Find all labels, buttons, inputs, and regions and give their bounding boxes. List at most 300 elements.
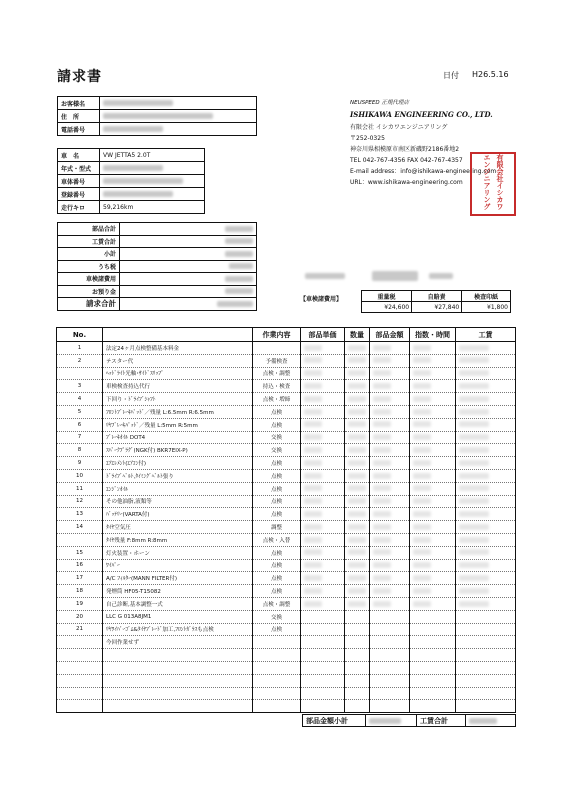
- table-row: [57, 482, 516, 495]
- row-desc: ﾊﾞｯﾃﾘｰ(VARTA付): [103, 508, 253, 521]
- row-qty: [345, 405, 370, 418]
- row-unit-price: [301, 610, 345, 623]
- row-operation: 持込・検査: [253, 380, 301, 393]
- row-labor: [456, 354, 516, 367]
- row-qty: [345, 418, 370, 431]
- row-operation: [253, 636, 301, 649]
- row-operation: 点検・調整: [253, 597, 301, 610]
- row-index-time: [410, 597, 456, 610]
- row-parts-amount: [370, 495, 410, 508]
- row-labor: [456, 508, 516, 521]
- row-no: [57, 687, 103, 700]
- inspection-fees-label: 【車検諸費用】: [300, 296, 343, 303]
- col-parts-amount: 部品金額: [370, 328, 410, 342]
- row-operation: 点検: [253, 405, 301, 418]
- row-index-time: [410, 380, 456, 393]
- row-labor: [456, 418, 516, 431]
- totals-row: [302, 714, 516, 727]
- row-desc: 下回り・ﾄﾞﾗｲﾌﾞｼｬﾌﾄ: [103, 393, 253, 406]
- col-operation: 作業内容: [253, 328, 301, 342]
- row-desc: 今回作業せず: [103, 636, 253, 649]
- vehicle-mileage-label: 走行キロ: [58, 201, 100, 214]
- row-index-time: [410, 508, 456, 521]
- row-labor: [456, 559, 516, 572]
- customer-phone-value: [100, 123, 257, 136]
- row-desc: ﾌﾞﾚｰｷｵｲﾙ DOT4: [103, 431, 253, 444]
- row-qty: [345, 572, 370, 585]
- row-parts-amount: [370, 661, 410, 674]
- row-desc: 自己診断,基本調整一式: [103, 597, 253, 610]
- fee-weight-tax: ¥24,600: [362, 302, 412, 313]
- col-desc-blank: [103, 328, 253, 342]
- customer-box: [57, 96, 257, 136]
- row-unit-price: [301, 687, 345, 700]
- row-operation: 点検: [253, 623, 301, 636]
- row-index-time: [410, 393, 456, 406]
- row-no: [57, 636, 103, 649]
- row-parts-amount: [370, 405, 410, 418]
- summary-deposit-label: お預り金: [58, 285, 120, 298]
- row-desc: [103, 700, 253, 713]
- row-operation: 点検: [253, 457, 301, 470]
- row-labor: [456, 636, 516, 649]
- table-row: [57, 674, 516, 687]
- vehicle-name-label: 車 名: [58, 149, 100, 162]
- row-qty: [345, 508, 370, 521]
- row-desc: 灯火装置・ホーン: [103, 546, 253, 559]
- row-parts-amount: [370, 354, 410, 367]
- row-operation: 交換: [253, 610, 301, 623]
- work-table-header: [57, 328, 516, 342]
- table-row: [57, 469, 516, 482]
- row-qty: [345, 674, 370, 687]
- row-index-time: [410, 610, 456, 623]
- row-no: 14: [57, 521, 103, 534]
- col-labor: 工賃: [456, 328, 516, 342]
- row-qty: [345, 687, 370, 700]
- row-labor: [456, 572, 516, 585]
- row-index-time: [410, 661, 456, 674]
- row-no: [57, 649, 103, 662]
- row-no: 10: [57, 469, 103, 482]
- row-index-time: [410, 457, 456, 470]
- row-parts-amount: [370, 342, 410, 355]
- row-desc: ﾀｲﾔ空気圧: [103, 521, 253, 534]
- redacted-strip: [305, 265, 453, 284]
- row-qty: [345, 457, 370, 470]
- vehicle-box: [57, 148, 205, 214]
- row-operation: [253, 661, 301, 674]
- table-row: [57, 585, 516, 598]
- vehicle-reg-value: [100, 188, 205, 201]
- row-qty: [345, 585, 370, 598]
- company-name-en: ISHIKAWA ENGINEERING CO., LTD.: [350, 110, 493, 119]
- row-unit-price: [301, 405, 345, 418]
- row-labor: [456, 610, 516, 623]
- table-row: [57, 431, 516, 444]
- row-index-time: [410, 546, 456, 559]
- col-no: No.: [57, 328, 103, 342]
- row-unit-price: [301, 623, 345, 636]
- row-no: 5: [57, 405, 103, 418]
- table-row: [57, 597, 516, 610]
- row-index-time: [410, 405, 456, 418]
- summary-subtotal-label: 小計: [58, 248, 120, 261]
- row-no: 16: [57, 559, 103, 572]
- row-index-time: [410, 636, 456, 649]
- row-parts-amount: [370, 559, 410, 572]
- row-qty: [345, 342, 370, 355]
- date-label: 日付: [443, 71, 459, 80]
- table-row: [57, 508, 516, 521]
- row-unit-price: [301, 457, 345, 470]
- table-row: [57, 533, 516, 546]
- row-index-time: [410, 649, 456, 662]
- row-labor: [456, 457, 516, 470]
- company-tel-fax: TEL 042-767-4356 FAX 042-767-4357: [350, 157, 463, 164]
- row-labor: [456, 431, 516, 444]
- row-unit-price: [301, 546, 345, 559]
- row-operation: 点検: [253, 572, 301, 585]
- row-unit-price: [301, 597, 345, 610]
- row-operation: 点検: [253, 418, 301, 431]
- row-unit-price: [301, 469, 345, 482]
- row-no: [57, 674, 103, 687]
- table-row: [57, 649, 516, 662]
- row-index-time: [410, 367, 456, 380]
- row-qty: [345, 482, 370, 495]
- row-labor: [456, 367, 516, 380]
- row-index-time: [410, 444, 456, 457]
- table-row: [57, 418, 516, 431]
- date-value: H26.5.16: [472, 70, 509, 79]
- row-no: 15: [57, 546, 103, 559]
- row-unit-price: [301, 380, 345, 393]
- row-unit-price: [301, 342, 345, 355]
- row-labor: [456, 380, 516, 393]
- row-unit-price: [301, 354, 345, 367]
- row-labor: [456, 597, 516, 610]
- row-index-time: [410, 572, 456, 585]
- vehicle-model-label: 年式・型式: [58, 162, 100, 175]
- row-operation: 点検: [253, 495, 301, 508]
- parts-subtotal-value: [366, 715, 417, 727]
- row-operation: 点検: [253, 546, 301, 559]
- customer-address-value: [100, 110, 257, 123]
- row-desc: ｴｱｴﾚﾒﾝﾄ(ｴｱｺﾝ付): [103, 457, 253, 470]
- row-parts-amount: [370, 572, 410, 585]
- row-no: [57, 661, 103, 674]
- table-row: [57, 495, 516, 508]
- company-postal: 〒252-0325: [350, 135, 385, 142]
- row-operation: 点検・入替: [253, 533, 301, 546]
- customer-phone-label: 電話番号: [58, 123, 100, 136]
- row-no: 19: [57, 597, 103, 610]
- row-qty: [345, 661, 370, 674]
- row-labor: [456, 469, 516, 482]
- row-parts-amount: [370, 585, 410, 598]
- row-operation: 点検: [253, 585, 301, 598]
- row-qty: [345, 649, 370, 662]
- table-row: [57, 354, 516, 367]
- fee-stamp: ¥1,800: [462, 302, 511, 313]
- row-unit-price: [301, 367, 345, 380]
- row-parts-amount: [370, 546, 410, 559]
- col-qty: 数量: [345, 328, 370, 342]
- row-unit-price: [301, 674, 345, 687]
- company-url: URL：www.ishikawa-engineering.com: [350, 179, 463, 186]
- row-labor: [456, 521, 516, 534]
- row-unit-price: [301, 521, 345, 534]
- row-no: 21: [57, 623, 103, 636]
- summary-total-label: 請求合計: [58, 298, 120, 311]
- table-row: [57, 457, 516, 470]
- row-parts-amount: [370, 469, 410, 482]
- table-row: [57, 700, 516, 713]
- row-no: 20: [57, 610, 103, 623]
- row-unit-price: [301, 482, 345, 495]
- row-qty: [345, 469, 370, 482]
- customer-address-label: 住 所: [58, 110, 100, 123]
- row-no: 4: [57, 393, 103, 406]
- row-parts-amount: [370, 431, 410, 444]
- table-row: [57, 572, 516, 585]
- row-desc: [103, 674, 253, 687]
- row-unit-price: [301, 508, 345, 521]
- row-unit-price: [301, 418, 345, 431]
- company-address: 神奈川県相模原市南区新磯野2186番地2: [350, 146, 460, 153]
- fee-insurance: ¥27,840: [412, 302, 462, 313]
- row-index-time: [410, 623, 456, 636]
- row-unit-price: [301, 572, 345, 585]
- table-row: [57, 405, 516, 418]
- table-row: [57, 521, 516, 534]
- table-row: [57, 687, 516, 700]
- row-no: 7: [57, 431, 103, 444]
- row-labor: [456, 649, 516, 662]
- row-qty: [345, 636, 370, 649]
- company-tagline: NEUSPEED 正規代理店: [350, 100, 409, 106]
- row-qty: [345, 597, 370, 610]
- row-unit-price: [301, 533, 345, 546]
- row-no: 18: [57, 585, 103, 598]
- row-labor: [456, 623, 516, 636]
- row-desc: [103, 661, 253, 674]
- row-no: 3: [57, 380, 103, 393]
- row-operation: 交換: [253, 444, 301, 457]
- row-operation: [253, 674, 301, 687]
- row-operation: [253, 342, 301, 355]
- row-unit-price: [301, 649, 345, 662]
- row-no: 1: [57, 342, 103, 355]
- row-labor: [456, 533, 516, 546]
- row-labor: [456, 687, 516, 700]
- company-email: E-mail address：info@ishikawa-engineering.com: [350, 168, 497, 175]
- inspection-fees-table: [361, 290, 511, 313]
- row-unit-price: [301, 559, 345, 572]
- summary-box: [57, 222, 257, 311]
- summary-parts-label: 部品合計: [58, 223, 120, 236]
- row-parts-amount: [370, 623, 410, 636]
- col-index-time: 指数・時間: [410, 328, 456, 342]
- row-no: [57, 700, 103, 713]
- row-operation: 点検: [253, 508, 301, 521]
- row-qty: [345, 559, 370, 572]
- row-operation: 予備検査: [253, 354, 301, 367]
- row-unit-price: [301, 393, 345, 406]
- row-qty: [345, 380, 370, 393]
- row-parts-amount: [370, 508, 410, 521]
- row-labor: [456, 700, 516, 713]
- row-no: 9: [57, 457, 103, 470]
- row-parts-amount: [370, 610, 410, 623]
- row-operation: 点検: [253, 469, 301, 482]
- fee-header-stamp: 検査印紙: [462, 291, 511, 302]
- row-unit-price: [301, 585, 345, 598]
- vehicle-reg-label: 登録番号: [58, 188, 100, 201]
- row-operation: [253, 649, 301, 662]
- parts-subtotal-label: 部品金額小計: [303, 715, 366, 727]
- row-unit-price: [301, 495, 345, 508]
- table-row: [57, 380, 516, 393]
- summary-inspection-label: 車検諸費用: [58, 273, 120, 286]
- row-parts-amount: [370, 380, 410, 393]
- summary-labor-label: 工賃合計: [58, 235, 120, 248]
- row-qty: [345, 354, 370, 367]
- row-labor: [456, 342, 516, 355]
- labor-total-label: 工賃合計: [417, 715, 466, 727]
- row-desc: A/C ﾌｨﾙﾀｰ(MANN FILTER付): [103, 572, 253, 585]
- row-desc: ﾌﾛﾝﾄﾌﾞﾚｰｷﾊﾟｯﾄﾞ／残量 L:6.5mm R:6.5mm: [103, 405, 253, 418]
- seal-text: 有限会社イシカワエンジニアリング: [483, 154, 504, 210]
- table-row: [57, 636, 516, 649]
- vehicle-vin-label: 車体番号: [58, 175, 100, 188]
- row-qty: [345, 623, 370, 636]
- row-qty: [345, 521, 370, 534]
- row-unit-price: [301, 431, 345, 444]
- row-no: 17: [57, 572, 103, 585]
- row-labor: [456, 661, 516, 674]
- row-index-time: [410, 687, 456, 700]
- row-unit-price: [301, 444, 345, 457]
- labor-total-value: [466, 715, 516, 727]
- row-index-time: [410, 418, 456, 431]
- row-parts-amount: [370, 367, 410, 380]
- row-desc: テスター代: [103, 354, 253, 367]
- row-labor: [456, 405, 516, 418]
- customer-name-value: [100, 97, 257, 110]
- row-desc: 法定24ヶ月点検整備基本料金: [103, 342, 253, 355]
- row-parts-amount: [370, 649, 410, 662]
- row-qty: [345, 533, 370, 546]
- summary-tax-label: うち税: [58, 260, 120, 273]
- row-desc: LLC G 013A8JM1: [103, 610, 253, 623]
- row-qty: [345, 393, 370, 406]
- row-operation: 点検・増締: [253, 393, 301, 406]
- row-parts-amount: [370, 597, 410, 610]
- row-desc: ﾀｲﾔ残量 F:8mm R:8mm: [103, 533, 253, 546]
- row-labor: [456, 393, 516, 406]
- vehicle-mileage-value: 59,216km: [100, 201, 205, 214]
- table-row: [57, 661, 516, 674]
- row-index-time: [410, 559, 456, 572]
- work-table: [56, 327, 516, 713]
- row-desc: ﾘﾔﾜｲﾊﾟｰｺﾞﾑ&ﾀｲﾔﾌﾞﾚｰﾄﾞ加工,ﾌﾛﾝﾄｶﾞﾗｽも点検: [103, 623, 253, 636]
- row-desc: ｴﾝｼﾞﾝｵｲﾙ: [103, 482, 253, 495]
- row-desc: ﾘﾔﾌﾞﾚｰｷﾊﾟｯﾄﾞ／残量 L:5mm R:5mm: [103, 418, 253, 431]
- row-operation: 点検・調整: [253, 367, 301, 380]
- vehicle-model-value: [100, 162, 205, 175]
- table-row: [57, 342, 516, 355]
- row-labor: [456, 444, 516, 457]
- row-index-time: [410, 482, 456, 495]
- row-qty: [345, 367, 370, 380]
- row-desc: ﾍｯﾄﾞﾗｲﾄ光軸･ｻｲﾄﾞｽﾘｯﾌﾟ: [103, 367, 253, 380]
- table-row: [57, 444, 516, 457]
- row-labor: [456, 482, 516, 495]
- row-operation: [253, 700, 301, 713]
- row-no: 11: [57, 482, 103, 495]
- row-parts-amount: [370, 444, 410, 457]
- row-desc: [103, 687, 253, 700]
- table-row: [57, 393, 516, 406]
- row-desc: その他油脂,液類等: [103, 495, 253, 508]
- row-parts-amount: [370, 687, 410, 700]
- row-index-time: [410, 469, 456, 482]
- row-labor: [456, 674, 516, 687]
- row-desc: ｽﾊﾟｰｸﾌﾟﾗｸﾞ(NGK付) BKR7EIX-P): [103, 444, 253, 457]
- row-unit-price: [301, 636, 345, 649]
- table-row: [57, 546, 516, 559]
- row-index-time: [410, 354, 456, 367]
- row-no: [57, 533, 103, 546]
- row-qty: [345, 431, 370, 444]
- row-index-time: [410, 533, 456, 546]
- company-seal: [470, 152, 516, 216]
- row-unit-price: [301, 661, 345, 674]
- row-no: 6: [57, 418, 103, 431]
- row-index-time: [410, 342, 456, 355]
- row-index-time: [410, 585, 456, 598]
- vehicle-vin-value: [100, 175, 205, 188]
- row-index-time: [410, 674, 456, 687]
- page-title: 請求書: [57, 69, 102, 85]
- row-parts-amount: [370, 700, 410, 713]
- row-operation: 点検: [253, 559, 301, 572]
- row-operation: [253, 687, 301, 700]
- row-qty: [345, 444, 370, 457]
- row-operation: 調整: [253, 521, 301, 534]
- row-parts-amount: [370, 521, 410, 534]
- table-row: [57, 559, 516, 572]
- row-operation: 点検: [253, 482, 301, 495]
- table-row: [57, 623, 516, 636]
- fee-header-insurance: 自賠責: [412, 291, 462, 302]
- row-desc: 車検検査持込代行: [103, 380, 253, 393]
- fee-header-weight-tax: 重量税: [362, 291, 412, 302]
- row-no: 12: [57, 495, 103, 508]
- row-qty: [345, 700, 370, 713]
- row-parts-amount: [370, 482, 410, 495]
- row-index-time: [410, 700, 456, 713]
- row-index-time: [410, 431, 456, 444]
- col-unit-price: 部品単価: [301, 328, 345, 342]
- row-parts-amount: [370, 457, 410, 470]
- row-desc: [103, 649, 253, 662]
- row-desc: 発煙筒 HF05-T15082: [103, 585, 253, 598]
- row-index-time: [410, 521, 456, 534]
- row-labor: [456, 585, 516, 598]
